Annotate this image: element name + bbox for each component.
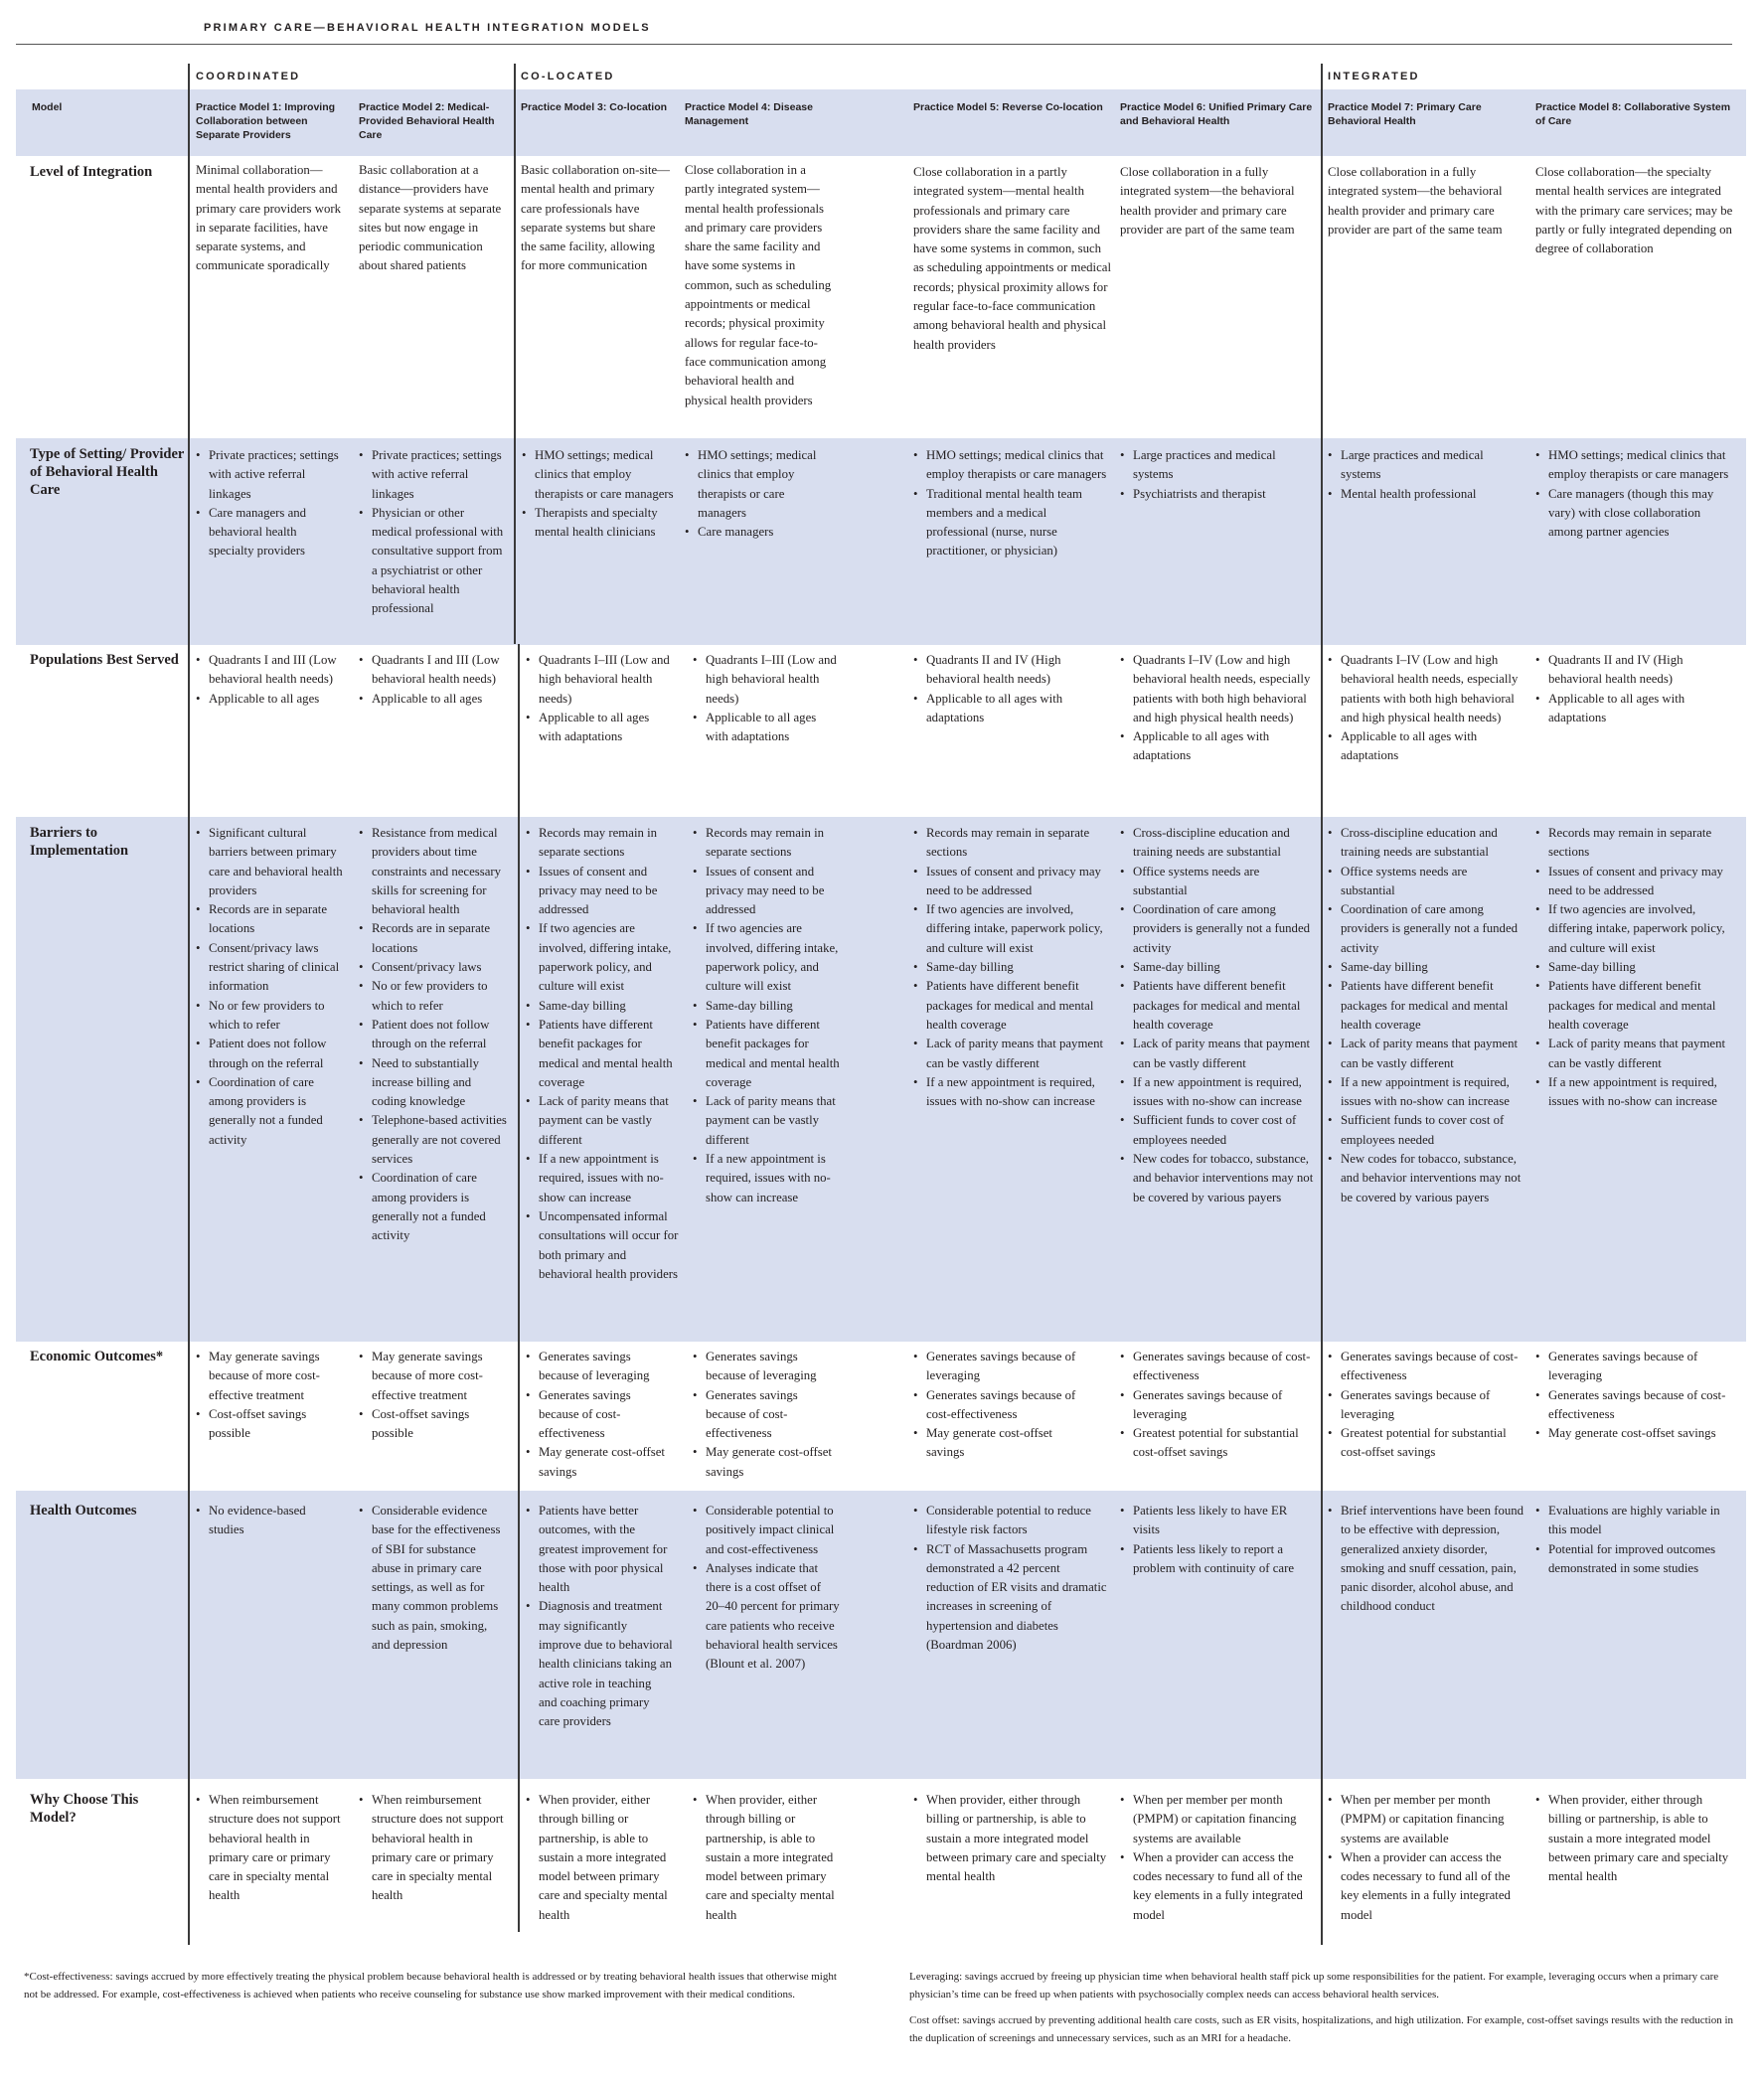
cell-pm6-health	[1118, 1502, 1307, 1578]
divider-coordinated	[188, 64, 190, 1945]
bullet-item: • Patients have different benefit packages for medical and mental health coverage	[539, 1016, 681, 1092]
row-label-why-choose: Why Choose This Model?	[30, 1792, 139, 1826]
bullet-item: • New codes for tobacco, substance, and behavior interventions may not be covered by various payers	[1133, 1150, 1317, 1207]
cell-pm2-level: Basic collaboration at a distance—providers have separate systems at separate sites but now engage in periodic communication about shared patients	[359, 163, 502, 273]
cell-pm4-health	[691, 1502, 840, 1675]
bullet-item: • Generates savings because of leveraging	[706, 1348, 840, 1386]
cell-pm2-barriers	[357, 824, 508, 1246]
bullet-list	[691, 1348, 840, 1482]
bullet-item: • Issues of consent and privacy may need to be addressed	[539, 863, 681, 920]
footnote-cost-offset: Cost offset: savings accrued by preventing additional health care costs, such as ER visits, hospitalizations, and high utilization. For example, cost-offset savings results with the reduction in the duplication of screenings and unnecessary services, such as an MRI for a headache.	[909, 2014, 1734, 2044]
cell-pm7-barriers	[1326, 824, 1524, 1207]
bullet-item: • Lack of parity means that payment can be vastly different	[1548, 1035, 1732, 1073]
bullet-item: • Generates savings because of leveraging	[926, 1348, 1090, 1386]
cell-pm8-economic	[1533, 1348, 1732, 1443]
footnote-left	[24, 1968, 839, 2011]
bullet-list	[194, 1791, 343, 1906]
cell-pm6-why	[1118, 1791, 1315, 1925]
bullet-item: • Same-day billing	[539, 997, 681, 1016]
bullet-item: • Cost-offset savings possible	[372, 1405, 506, 1444]
bullet-item: • Quadrants II and IV (High behavioral health needs)	[926, 651, 1110, 690]
bullet-item: • Considerable potential to reduce lifestyle risk factors	[926, 1502, 1110, 1540]
bullet-item: • May generate savings because of more cost-effective treatment	[209, 1348, 343, 1405]
bullet-item: • Quadrants I–IV (Low and high behavioral health needs, especially patients with both high behavioral and high physical health needs)	[1133, 651, 1315, 727]
bullet-list	[524, 1502, 673, 1732]
cell-pm7-economic	[1326, 1348, 1524, 1463]
bullet-item: • Coordination of care among providers is generally not a funded activity	[1133, 900, 1317, 958]
cell-pm6-economic	[1118, 1348, 1315, 1463]
cell-pm3-populations	[524, 651, 673, 746]
bullet-item: • Greatest potential for substantial cost-offset savings	[1133, 1424, 1315, 1463]
header-pm8: Practice Model 8: Collaborative System of Care	[1535, 101, 1731, 127]
bullet-item: • RCT of Massachusetts program demonstrated a 42 percent reduction of ER visits and dramatic increases in screening of hypertension and diabetes (Boardman 2006)	[926, 1540, 1110, 1656]
bullet-item: • HMO settings; medical clinics that employ therapists or care managers	[926, 446, 1110, 485]
bullet-item: • Quadrants I and III (Low behavioral health needs)	[372, 651, 506, 690]
group-label-coordinated: COORDINATED	[196, 71, 301, 82]
bullet-list	[1326, 446, 1524, 504]
divider-colocated-top	[514, 64, 516, 644]
bullet-item: • If a new appointment is required, issues with no-show can increase	[1548, 1073, 1732, 1112]
bullet-item: • Evaluations are highly variable in this model	[1548, 1502, 1722, 1540]
bullet-item: • When reimbursement structure does not support behavioral health in primary care or primary care in specialty mental health	[372, 1791, 506, 1906]
bullet-list	[911, 1348, 1090, 1463]
divider-colocated-bottom	[518, 644, 520, 1932]
bullet-item: • When provider, either through billing or partnership, is able to sustain a more integrated model between primary care and specialty mental health	[706, 1791, 840, 1925]
bullet-item: • May generate cost-offset savings	[1548, 1424, 1732, 1443]
bullet-item: • Care managers	[698, 523, 832, 542]
bullet-item: • May generate cost-offset savings	[539, 1443, 673, 1482]
footnote-right	[909, 1968, 1734, 2055]
bullet-item: • Lack of parity means that payment can be vastly different	[1133, 1035, 1317, 1073]
bullet-item: • Considerable potential to positively impact clinical and cost-effectiveness	[706, 1502, 840, 1559]
header-model: Model	[32, 101, 63, 113]
bullet-list	[691, 1791, 840, 1925]
bullet-list	[194, 1348, 343, 1443]
bullet-item: • Care managers (though this may vary) with close collaboration among partner agencies	[1548, 485, 1732, 543]
bullet-item: • If a new appointment is required, issues with no-show can increase	[1133, 1073, 1317, 1112]
row-label-level-of-integration: Level of Integration	[30, 164, 153, 180]
bullet-list	[911, 1502, 1110, 1655]
title-rule	[16, 44, 1732, 45]
bullet-item: • Patients have different benefit packages for medical and mental health coverage	[1133, 977, 1317, 1035]
cell-pm6-setting	[1118, 446, 1315, 504]
bullet-list	[357, 824, 508, 1246]
bullet-list	[691, 651, 840, 746]
cell-pm5-health	[911, 1502, 1110, 1655]
bullet-item: • Generates savings because of cost-effectiveness	[1548, 1386, 1732, 1425]
bullet-item: • Applicable to all ages	[372, 690, 506, 709]
bullet-item: • Significant cultural barriers between primary care and behavioral health providers	[209, 824, 343, 900]
bullet-item: • Applicable to all ages with adaptations	[539, 709, 673, 747]
bullet-list	[1533, 824, 1732, 1111]
bullet-item: • Applicable to all ages with adaptations	[1548, 690, 1732, 728]
bullet-item: • Office systems needs are substantial	[1341, 863, 1524, 901]
bullet-item: • Generates savings because of leveraging	[1341, 1386, 1524, 1425]
bullet-item: • Generates savings because of leveraging	[1133, 1386, 1315, 1425]
cell-pm2-economic	[357, 1348, 506, 1443]
bullet-item: • Need to substantially increase billing and coding knowledge	[372, 1054, 508, 1112]
bullet-item: • Sufficient funds to cover cost of employees needed	[1133, 1111, 1317, 1150]
bullet-item: • If two agencies are involved, differing intake, paperwork policy, and culture will exist	[1548, 900, 1732, 958]
row-label-barriers: Barriers to Implementation	[30, 825, 129, 859]
bullet-item: • Records may remain in separate sections	[926, 824, 1110, 863]
bullet-list	[691, 1502, 840, 1675]
bullet-item: • Greatest potential for substantial cost-offset savings	[1341, 1424, 1524, 1463]
bullet-item: • If a new appointment is required, issues with no-show can increase	[1341, 1073, 1524, 1112]
bullet-item: • Applicable to all ages with adaptations	[706, 709, 840, 747]
page-title: PRIMARY CARE—BEHAVIORAL HEALTH INTEGRATION MODELS	[204, 22, 651, 34]
cell-pm4-why	[691, 1791, 840, 1925]
cell-pm6-barriers	[1118, 824, 1317, 1207]
cell-pm1-setting	[194, 446, 343, 561]
bullet-list	[1533, 651, 1732, 727]
bullet-item: • Brief interventions have been found to be effective with depression, generalized anxiety disorder, smoking and snuff cessation, pain, panic disorder, alcohol abuse, and childhood conduct	[1341, 1502, 1524, 1617]
bullet-item: • When per member per month (PMPM) or capitation financing systems are available	[1341, 1791, 1515, 1848]
cell-pm7-populations	[1326, 651, 1520, 766]
bullet-list	[1118, 1502, 1307, 1578]
header-pm4: Practice Model 4: Disease Management	[685, 101, 813, 127]
cell-pm5-populations	[911, 651, 1110, 727]
bullet-item: • Patients have different benefit packages for medical and mental health coverage	[1341, 977, 1524, 1035]
cell-pm8-barriers	[1533, 824, 1732, 1111]
bullet-list	[1118, 1791, 1315, 1925]
bullet-list	[1118, 824, 1317, 1207]
bullet-item: • Generates savings because of cost-effectiveness	[926, 1386, 1090, 1425]
bullet-item: • Generates savings because of leveraging	[1548, 1348, 1732, 1386]
bullet-item: • If two agencies are involved, differing intake, paperwork policy, and culture will exist	[926, 900, 1110, 958]
bullet-item: • Patients less likely to report a problem with continuity of care	[1133, 1540, 1307, 1579]
bullet-item: • When provider, either through billing or partnership, is able to sustain a more integrated model between primary care and specialty mental health	[539, 1791, 673, 1925]
bullet-item: • Analyses indicate that there is a cost offset of 20–40 percent for primary care patients who receive behavioral health services (Blount et al. 2007)	[706, 1559, 840, 1675]
bullet-list	[1533, 446, 1732, 542]
cell-pm2-setting	[357, 446, 506, 619]
cell-pm1-health	[194, 1502, 343, 1540]
cell-pm8-populations	[1533, 651, 1732, 727]
bullet-item: • Cross-discipline education and training needs are substantial	[1133, 824, 1317, 863]
bullet-list	[911, 446, 1110, 561]
bullet-list	[357, 651, 506, 709]
cell-pm3-health	[524, 1502, 673, 1732]
bullet-item: • If two agencies are involved, differing intake, paperwork policy, and culture will exist	[706, 919, 840, 996]
bullet-item: • Private practices; settings with active referral linkages	[372, 446, 506, 504]
row-label-type-of-setting: Type of Setting/ Provider of Behavioral Health Care	[30, 446, 185, 498]
bullet-item: • May generate cost-offset savings	[926, 1424, 1090, 1463]
bullet-list	[357, 1348, 506, 1443]
bullet-item: • Generates savings because of cost-effectiveness	[706, 1386, 840, 1444]
bullet-item: • Cost-offset savings possible	[209, 1405, 343, 1444]
bullet-item: • Same-day billing	[706, 997, 840, 1016]
bullet-list	[1326, 1791, 1515, 1925]
bullet-item: • Patients have better outcomes, with the greatest improvement for those with poor physical health	[539, 1502, 673, 1597]
bullet-item: • Issues of consent and privacy may need to be addressed	[1548, 863, 1732, 901]
bullet-item: • Same-day billing	[1341, 958, 1524, 977]
divider-integrated	[1321, 64, 1323, 1945]
bullet-list	[524, 1348, 673, 1482]
bullet-item: • Large practices and medical systems	[1133, 446, 1315, 485]
cell-pm4-setting	[683, 446, 832, 542]
bullet-list	[1533, 1502, 1722, 1578]
bullet-item: • Psychiatrists and therapist	[1133, 485, 1315, 504]
bullet-list	[911, 824, 1110, 1111]
bullet-item: • Resistance from medical providers about time constraints and necessary skills for screening for behavioral health	[372, 824, 508, 919]
bullet-item: • Telephone-based activities generally are not covered services	[372, 1111, 508, 1169]
bullet-item: • Lack of parity means that payment can be vastly different	[1341, 1035, 1524, 1073]
bullet-list	[1533, 1791, 1732, 1886]
header-pm6: Practice Model 6: Unified Primary Care and Behavioral Health	[1120, 101, 1313, 127]
bullet-list	[357, 446, 506, 619]
bullet-list	[1326, 1502, 1524, 1617]
bullet-list	[1533, 1348, 1732, 1443]
bullet-item: • When a provider can access the codes necessary to fund all of the key elements in a fully integrated model	[1341, 1848, 1515, 1925]
bullet-item: • New codes for tobacco, substance, and behavior interventions may not be covered by various payers	[1341, 1150, 1524, 1207]
bullet-item: • Large practices and medical systems	[1341, 446, 1524, 485]
bullet-list	[1118, 1348, 1315, 1463]
cell-pm5-why	[911, 1791, 1110, 1886]
bullet-item: • Applicable to all ages with adaptations	[1133, 727, 1315, 766]
bullet-item: • Considerable evidence base for the effectiveness of SBI for substance abuse in primary care settings, as well as for many common problems such as pain, smoking, and depression	[372, 1502, 506, 1655]
cell-pm8-why	[1533, 1791, 1732, 1886]
bullet-list	[1326, 1348, 1524, 1463]
bullet-list	[1326, 824, 1524, 1207]
cell-pm5-barriers	[911, 824, 1110, 1111]
bullet-list	[1118, 446, 1315, 504]
bullet-item: • Issues of consent and privacy may need to be addressed	[706, 863, 840, 920]
bullet-item: • Consent/privacy laws	[372, 958, 508, 977]
bullet-list	[357, 1791, 506, 1906]
bullet-item: • Lack of parity means that payment can be vastly different	[926, 1035, 1110, 1073]
bullet-item: • Records may remain in separate sections	[1548, 824, 1732, 863]
bullet-item: • Generates savings because of cost-effectiveness	[539, 1386, 673, 1444]
bullet-list	[691, 824, 840, 1207]
bullet-item: • Records may remain in separate sections	[539, 824, 681, 863]
cell-pm3-economic	[524, 1348, 673, 1482]
cell-pm7-why	[1326, 1791, 1515, 1925]
bullet-list	[524, 824, 681, 1284]
bullet-item: • If a new appointment is required, issues with no-show can increase	[926, 1073, 1110, 1112]
bullet-item: • When provider, either through billing or partnership, is able to sustain a more integrated model between primary care and specialty mental health	[1548, 1791, 1732, 1886]
bullet-item: • No evidence-based studies	[209, 1502, 343, 1540]
bullet-item: • Sufficient funds to cover cost of employees needed	[1341, 1111, 1524, 1150]
cell-pm1-barriers	[194, 824, 343, 1150]
bullet-list	[194, 446, 343, 561]
row-label-health-outcomes: Health Outcomes	[30, 1503, 137, 1519]
bullet-item: • Applicable to all ages with adaptations	[926, 690, 1110, 728]
header-pm5: Practice Model 5: Reverse Co-location	[913, 101, 1103, 113]
bullet-item: • Quadrants I and III (Low behavioral health needs)	[209, 651, 343, 690]
bullet-item: • Quadrants I–IV (Low and high behavioral health needs, especially patients with both high behavioral and high physical health needs)	[1341, 651, 1520, 727]
bullet-item: • May generate cost-offset savings	[706, 1443, 840, 1482]
bullet-item: • Patient does not follow through on the referral	[209, 1035, 343, 1073]
cell-pm4-barriers	[691, 824, 840, 1207]
cell-pm3-why	[524, 1791, 673, 1925]
cell-pm4-economic	[691, 1348, 840, 1482]
cell-pm3-level: Basic collaboration on-site—mental health and primary care professionals have separate systems but share the same facility, allowing for more communication	[521, 163, 670, 273]
cell-pm8-health	[1533, 1502, 1722, 1578]
bullet-item: • Patients have different benefit packages for medical and mental health coverage	[1548, 977, 1732, 1035]
bullet-item: • Quadrants I–III (Low and high behavioral health needs)	[706, 651, 840, 709]
bullet-item: • Patients have different benefit packages for medical and mental health coverage	[926, 977, 1110, 1035]
bullet-item: • Mental health professional	[1341, 485, 1524, 504]
bullet-item: • Traditional mental health team members and a medical professional (nurse, nurse practitioner, or physician)	[926, 485, 1110, 561]
cell-pm7-level: Close collaboration in a fully integrated system—the behavioral health provider and primary care provider are part of the same team	[1328, 165, 1503, 237]
cell-pm7-health	[1326, 1502, 1524, 1617]
cell-pm3-barriers	[524, 824, 681, 1284]
cell-pm2-populations	[357, 651, 506, 709]
bullet-item: • HMO settings; medical clinics that employ therapists or care managers	[698, 446, 832, 523]
bullet-list	[911, 1791, 1110, 1886]
cell-pm1-populations	[194, 651, 343, 709]
bullet-item: • Quadrants I–III (Low and high behavioral health needs)	[539, 651, 673, 709]
bullet-list	[357, 1502, 506, 1655]
bullet-list	[1118, 651, 1315, 766]
bullet-item: • No or few providers to which to refer	[209, 997, 343, 1036]
cell-pm5-economic	[911, 1348, 1090, 1463]
group-label-integrated: INTEGRATED	[1328, 71, 1420, 82]
bullet-list	[1326, 651, 1520, 766]
bullet-item: • Quadrants II and IV (High behavioral health needs)	[1548, 651, 1732, 690]
bullet-item: • Issues of consent and privacy may need to be addressed	[926, 863, 1110, 901]
bullet-item: • No or few providers to which to refer	[372, 977, 508, 1016]
bullet-item: • When provider, either through billing or partnership, is able to sustain a more integrated model between primary care and specialty mental health	[926, 1791, 1110, 1886]
bullet-item: • Lack of parity means that payment can be vastly different	[706, 1092, 840, 1150]
bullet-item: • If a new appointment is required, issues with no-show can increase	[706, 1150, 840, 1207]
footnote-leveraging: Leveraging: savings accrued by freeing up physician time when behavioral health staff pick up some responsibilities for the patient. For example, leveraging occurs when a primary care physician’s time can be freed up when patients with psychosocially complex needs can access behavioral health services.	[909, 1971, 1719, 2001]
footnote-cost-effectiveness: *Cost-effectiveness: savings accrued by more effectively treating the physical problem because behavioral health is addressed or by treating behavioral health issues that otherwise might not be addressed. For example, cost-effectiveness is achieved when patients who receive counseling for substance use show marked improvement with their medical conditions.	[24, 1971, 837, 2001]
bullet-item: • Private practices; settings with active referral linkages	[209, 446, 343, 504]
header-pm2: Practice Model 2: Medical-Provided Behavioral Health Care	[359, 101, 495, 141]
group-label-colocated: CO-LOCATED	[521, 71, 615, 82]
cell-pm6-level: Close collaboration in a fully integrated system—the behavioral health provider and primary care provider are part of the same team	[1120, 165, 1295, 237]
bullet-item: • Physician or other medical professional with consultative support from a psychiatrist or other behavioral health professional	[372, 504, 506, 619]
bullet-list	[194, 651, 343, 709]
bullet-item: • Same-day billing	[926, 958, 1110, 977]
bullet-item: • Applicable to all ages	[209, 690, 343, 709]
bullet-item: • When reimbursement structure does not support behavioral health in primary care or primary care in specialty mental health	[209, 1791, 343, 1906]
bullet-item: • Generates savings because of leveraging	[539, 1348, 673, 1386]
bullet-list	[683, 446, 832, 542]
bullet-item: • Coordination of care among providers is generally not a funded activity	[1341, 900, 1524, 958]
bullet-item: • If a new appointment is required, issues with no-show can increase	[539, 1150, 681, 1207]
bullet-item: • May generate savings because of more cost-effective treatment	[372, 1348, 506, 1405]
bullet-list	[524, 1791, 673, 1925]
header-pm7: Practice Model 7: Primary Care Behavioral Health	[1328, 101, 1482, 127]
bullet-item: • Uncompensated informal consultations will occur for both primary and behavioral health providers	[539, 1207, 681, 1284]
bullet-list	[524, 651, 673, 746]
cell-pm6-populations	[1118, 651, 1315, 766]
bullet-item: • Records may remain in separate sections	[706, 824, 840, 863]
bullet-item: • Same-day billing	[1133, 958, 1317, 977]
bullet-item: • HMO settings; medical clinics that employ therapists or care managers	[535, 446, 679, 504]
bullet-item: • Generates savings because of cost-effectiveness	[1341, 1348, 1524, 1386]
cell-pm4-level: Close collaboration in a partly integrated system—mental health professionals and primary care providers share the same facility and have some systems in common, such as scheduling appointments or medical records; physical proximity allows for regular face-to-face communication among behavioral health and physical health providers	[685, 163, 832, 407]
bullet-item: • Office systems needs are substantial	[1133, 863, 1317, 901]
cell-pm7-setting	[1326, 446, 1524, 504]
cell-pm4-populations	[691, 651, 840, 746]
cell-pm1-why	[194, 1791, 343, 1906]
cell-pm2-health	[357, 1502, 506, 1655]
row-label-economic-outcomes: Economic Outcomes*	[30, 1349, 164, 1364]
bullet-item: • Patient does not follow through on the referral	[372, 1016, 508, 1054]
bullet-item: • Records are in separate locations	[209, 900, 343, 939]
bullet-list	[911, 651, 1110, 727]
bullet-item: • Patients less likely to have ER visits	[1133, 1502, 1307, 1540]
bullet-item: • When a provider can access the codes necessary to fund all of the key elements in a fully integrated model	[1133, 1848, 1315, 1925]
bullet-item: • If two agencies are involved, differing intake, paperwork policy, and culture will exist	[539, 919, 681, 996]
bullet-item: • Applicable to all ages with adaptations	[1341, 727, 1520, 766]
cell-pm3-setting	[520, 446, 679, 542]
bullet-item: • Patients have different benefit packages for medical and mental health coverage	[706, 1016, 840, 1092]
bullet-item: • Care managers and behavioral health specialty providers	[209, 504, 343, 561]
header-pm3: Practice Model 3: Co-location	[521, 101, 668, 113]
bullet-item: • Therapists and specialty mental health clinicians	[535, 504, 679, 543]
bullet-list	[194, 824, 343, 1150]
cell-pm1-economic	[194, 1348, 343, 1443]
bullet-item: • Consent/privacy laws restrict sharing of clinical information	[209, 939, 343, 997]
bullet-item: • Coordination of care among providers is generally not a funded activity	[372, 1169, 508, 1245]
bullet-item: • When per member per month (PMPM) or capitation financing systems are available	[1133, 1791, 1315, 1848]
cell-pm5-level: Close collaboration in a partly integrated system—mental health professionals and primary care providers share the same facility and have some systems in common, such as scheduling appointments or medical records; physical proximity allows for regular face-to-face communication among behavioral health and physical health providers	[913, 165, 1112, 352]
bullet-item: • Coordination of care among providers is generally not a funded activity	[209, 1073, 343, 1150]
cell-pm8-level: Close collaboration—the specialty mental health services are integrated with the primary care services; may be partly or fully integrated depending on degree of collaboration	[1535, 165, 1733, 256]
bullet-item: • Potential for improved outcomes demonstrated in some studies	[1548, 1540, 1722, 1579]
bullet-list	[194, 1502, 343, 1540]
header-pm1: Practice Model 1: Improving Collaboration between Separate Providers	[196, 101, 336, 141]
cell-pm2-why	[357, 1791, 506, 1906]
bullet-item: • Generates savings because of cost-effectiveness	[1133, 1348, 1315, 1386]
cell-pm5-setting	[911, 446, 1110, 561]
bullet-item: • Same-day billing	[1548, 958, 1732, 977]
bullet-item: • HMO settings; medical clinics that employ therapists or care managers	[1548, 446, 1732, 485]
bullet-item: • Records are in separate locations	[372, 919, 508, 958]
bullet-item: • Diagnosis and treatment may significantly improve due to behavioral health clinicians taking an active role in teaching and coaching primary care providers	[539, 1597, 673, 1731]
bullet-item: • Lack of parity means that payment can be vastly different	[539, 1092, 681, 1150]
bullet-list	[520, 446, 679, 542]
cell-pm8-setting	[1533, 446, 1732, 542]
bullet-item: • Cross-discipline education and training needs are substantial	[1341, 824, 1524, 863]
row-label-populations: Populations Best Served	[30, 652, 179, 668]
cell-pm1-level: Minimal collaboration—mental health providers and primary care providers work in separate facilities, have separate systems, and communicate sporadically	[196, 163, 342, 273]
